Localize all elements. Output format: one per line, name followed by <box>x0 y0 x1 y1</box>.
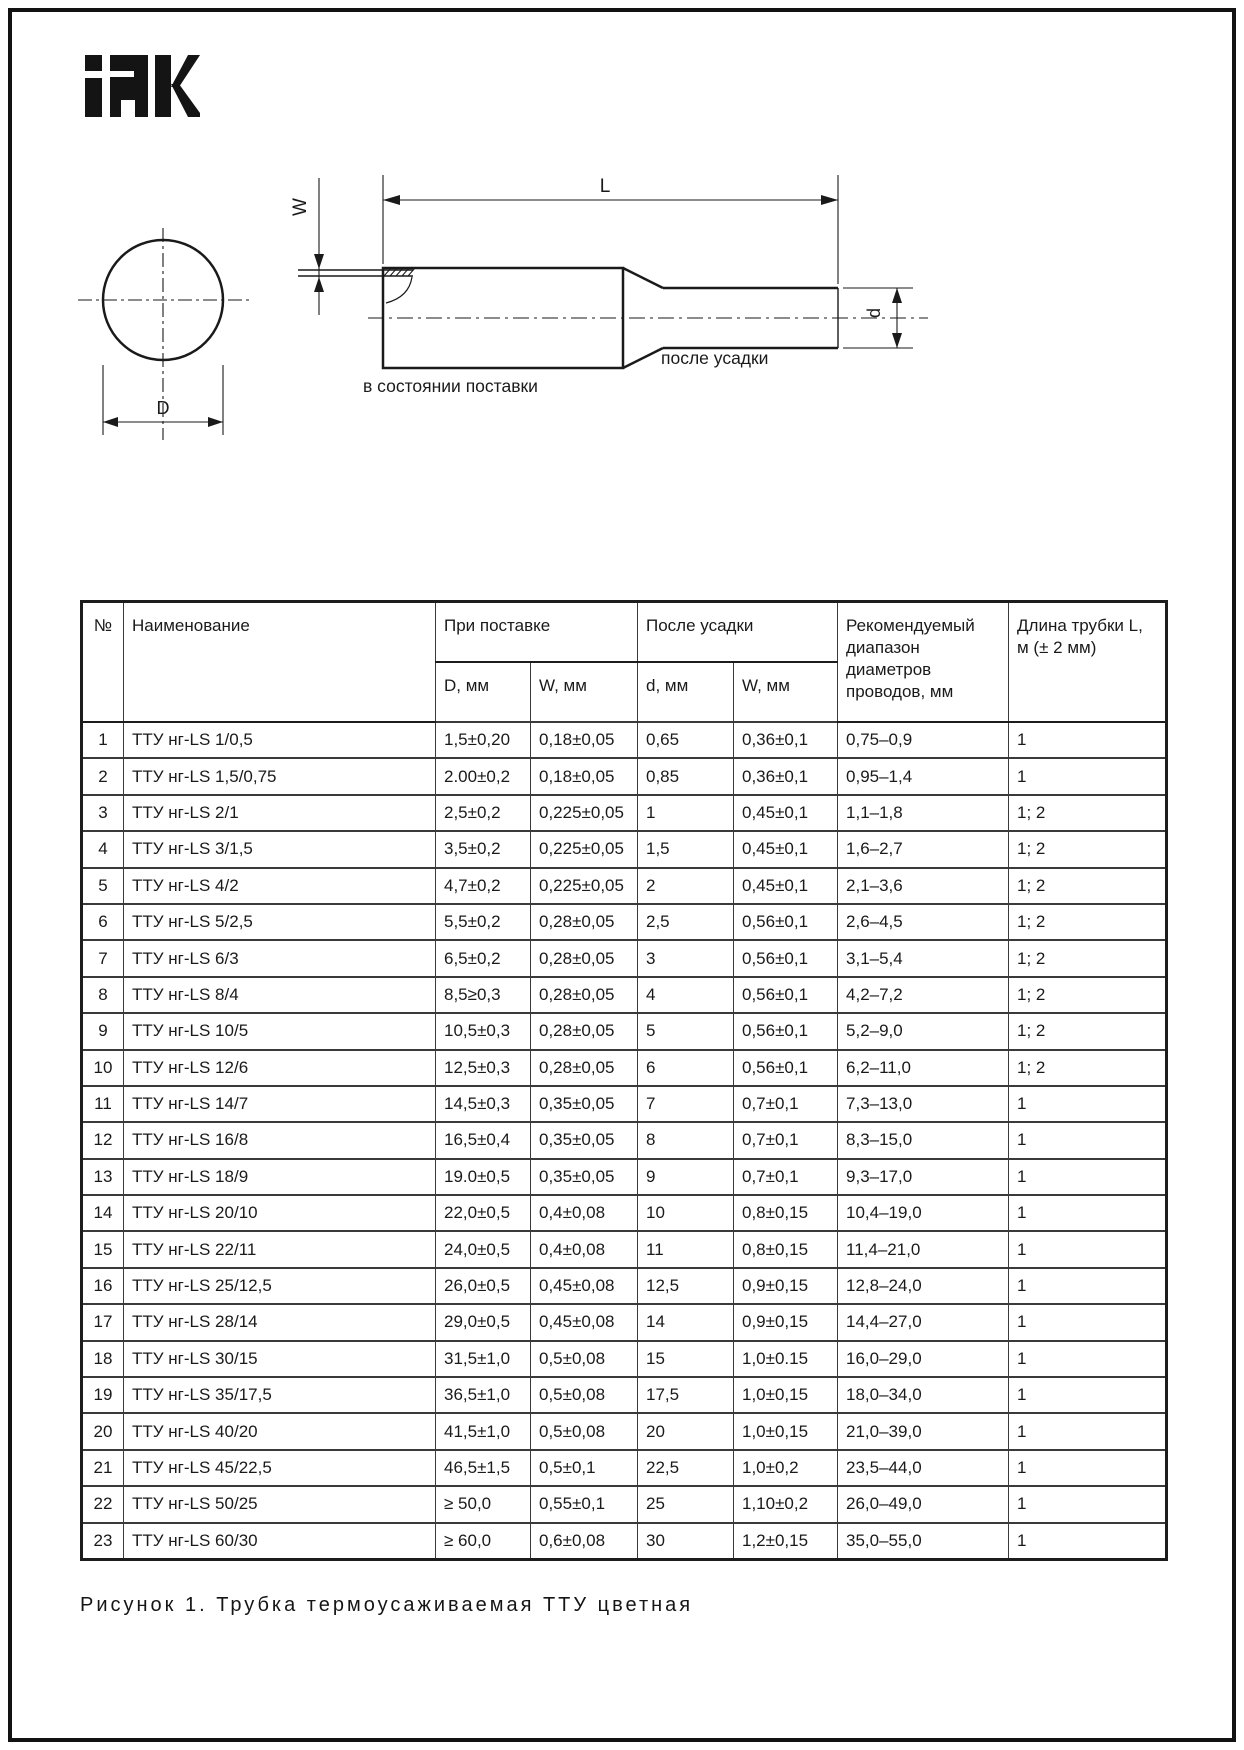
table-cell: 1 <box>1009 1195 1167 1231</box>
header-group-after: После усадки <box>638 602 838 663</box>
table-cell: ТТУ нг-LS 60/30 <box>124 1523 436 1560</box>
table-cell: 31,5±1,0 <box>436 1341 531 1377</box>
table-cell: ТТУ нг-LS 2/1 <box>124 795 436 831</box>
table-cell: ТТУ нг-LS 30/15 <box>124 1341 436 1377</box>
table-cell: 1,1–1,8 <box>838 795 1009 831</box>
dim-d-label: d <box>864 307 884 319</box>
table-row <box>82 1268 1167 1304</box>
table-cell: 0,5±0,1 <box>531 1450 638 1486</box>
row-number-cell: 3 <box>82 795 124 831</box>
row-number-cell: 4 <box>82 831 124 867</box>
table-cell: 0,65 <box>638 722 734 758</box>
table-cell: 7 <box>638 1086 734 1122</box>
table-cell: 0,5±0,08 <box>531 1341 638 1377</box>
table-cell: 24,0±0,5 <box>436 1231 531 1267</box>
table-cell: 0,36±0,1 <box>734 722 838 758</box>
table-cell: ТТУ нг-LS 8/4 <box>124 977 436 1013</box>
row-number-cell: 10 <box>82 1050 124 1086</box>
table-cell: 10,4–19,0 <box>838 1195 1009 1231</box>
table-cell: 18,0–34,0 <box>838 1377 1009 1413</box>
table-row <box>82 1523 1167 1560</box>
row-number-cell: 6 <box>82 904 124 940</box>
row-number-cell: 11 <box>82 1086 124 1122</box>
tubing-diagram <box>60 150 940 470</box>
table-cell: 1 <box>1009 1159 1167 1195</box>
table-cell: 12,8–24,0 <box>838 1268 1009 1304</box>
table-cell: 29,0±0,5 <box>436 1304 531 1340</box>
table-cell: 26,0±0,5 <box>436 1268 531 1304</box>
table-cell: 0,35±0,05 <box>531 1086 638 1122</box>
table-cell: 0,28±0,05 <box>531 904 638 940</box>
table-cell: 16,0–29,0 <box>838 1341 1009 1377</box>
table-row <box>82 1304 1167 1340</box>
row-number-cell: 5 <box>82 868 124 904</box>
header-num: № <box>82 602 124 723</box>
table-cell: 9,3–17,0 <box>838 1159 1009 1195</box>
table-cell: ТТУ нг-LS 20/10 <box>124 1195 436 1231</box>
table-cell: 17,5 <box>638 1377 734 1413</box>
table-cell: 21,0–39,0 <box>838 1413 1009 1449</box>
table-cell: ТТУ нг-LS 25/12,5 <box>124 1268 436 1304</box>
table-cell: 4,7±0,2 <box>436 868 531 904</box>
table-cell: 15 <box>638 1341 734 1377</box>
table-cell: 1,5 <box>638 831 734 867</box>
table-cell: 0,45±0,08 <box>531 1268 638 1304</box>
row-number-cell: 15 <box>82 1231 124 1267</box>
table-cell: 0,56±0,1 <box>734 904 838 940</box>
table-cell: 0,5±0,08 <box>531 1413 638 1449</box>
table-cell: 0,45±0,1 <box>734 795 838 831</box>
table-cell: 4,2–7,2 <box>838 977 1009 1013</box>
table-row <box>82 1122 1167 1158</box>
table-cell: 8,5≥0,3 <box>436 977 531 1013</box>
dim-D-arrow-left <box>103 417 118 427</box>
logo-e-glyph <box>110 55 148 117</box>
table-cell: 0,7±0,1 <box>734 1086 838 1122</box>
header-range: Рекомендуемый диапазон диаметров проводов, мм <box>838 602 1009 723</box>
logo-i-stem <box>85 78 102 117</box>
header-d: d, мм <box>638 662 734 722</box>
table-cell: 0,56±0,1 <box>734 940 838 976</box>
table-cell: 1,0±0,15 <box>734 1377 838 1413</box>
table-cell: 1 <box>638 795 734 831</box>
table-cell: ТТУ нг-LS 50/25 <box>124 1486 436 1522</box>
table-cell: 2,6–4,5 <box>838 904 1009 940</box>
table-cell: 0,28±0,05 <box>531 1050 638 1086</box>
row-number-cell: 20 <box>82 1413 124 1449</box>
logo-i-dot <box>85 55 102 71</box>
table-cell: 0,4±0,08 <box>531 1231 638 1267</box>
table-cell: 0,5±0,08 <box>531 1377 638 1413</box>
table-cell: 0,56±0,1 <box>734 977 838 1013</box>
table-cell: 1,6–2,7 <box>838 831 1009 867</box>
table-cell: 0,28±0,05 <box>531 977 638 1013</box>
row-number-cell: 18 <box>82 1341 124 1377</box>
table-row <box>82 977 1167 1013</box>
table-cell: 0,45±0,08 <box>531 1304 638 1340</box>
dim-W-arrow-down <box>314 254 324 269</box>
table-cell: 19.0±0,5 <box>436 1159 531 1195</box>
table-cell: 1 <box>1009 1268 1167 1304</box>
table-cell: 1,0±0.15 <box>734 1341 838 1377</box>
table-cell: 1 <box>1009 1413 1167 1449</box>
table-cell: 2 <box>638 868 734 904</box>
table-cell: 1 <box>1009 1304 1167 1340</box>
table-cell: 1,2±0,15 <box>734 1523 838 1560</box>
table-cell: 4 <box>638 977 734 1013</box>
row-number-cell: 13 <box>82 1159 124 1195</box>
table-cell: ТТУ нг-LS 4/2 <box>124 868 436 904</box>
dim-d-arrow-bottom <box>892 333 902 348</box>
header-length: Длина трубки L, м (± 2 мм) <box>1009 602 1167 723</box>
table-row <box>82 1486 1167 1522</box>
table-cell: 0,8±0,15 <box>734 1231 838 1267</box>
row-number-cell: 9 <box>82 1013 124 1049</box>
table-cell: 1 <box>1009 1377 1167 1413</box>
table-cell: 22,0±0,5 <box>436 1195 531 1231</box>
table-cell: 35,0–55,0 <box>838 1523 1009 1560</box>
table-cell: 8 <box>638 1122 734 1158</box>
table-cell: 0,4±0,08 <box>531 1195 638 1231</box>
table-cell: 0,56±0,1 <box>734 1013 838 1049</box>
table-cell: 9 <box>638 1159 734 1195</box>
table-cell: ≥ 50,0 <box>436 1486 531 1522</box>
figure-caption: Рисунок 1. Трубка термоусаживаемая ТТУ цветная <box>80 1594 694 1616</box>
table-cell: 0,45±0,1 <box>734 831 838 867</box>
table-cell: 1; 2 <box>1009 795 1167 831</box>
row-number-cell: 17 <box>82 1304 124 1340</box>
table-cell: ТТУ нг-LS 16/8 <box>124 1122 436 1158</box>
table-cell: 0,225±0,05 <box>531 795 638 831</box>
table-cell: ТТУ нг-LS 14/7 <box>124 1086 436 1122</box>
table-row <box>82 940 1167 976</box>
table-cell: 1 <box>1009 1486 1167 1522</box>
dim-D-arrow-right <box>208 417 223 427</box>
table-cell: 0,6±0,08 <box>531 1523 638 1560</box>
iek-logo <box>85 55 200 117</box>
table-cell: 3 <box>638 940 734 976</box>
table-cell: 11 <box>638 1231 734 1267</box>
tube-taper-bottom <box>623 348 663 368</box>
table-cell: 1 <box>1009 1341 1167 1377</box>
table-row <box>82 831 1167 867</box>
table-cell: 41,5±1,0 <box>436 1413 531 1449</box>
table-cell: 0,7±0,1 <box>734 1122 838 1158</box>
table-row <box>82 758 1167 794</box>
table-cell: 14,5±0,3 <box>436 1086 531 1122</box>
table-cell: 20 <box>638 1413 734 1449</box>
row-number-cell: 2 <box>82 758 124 794</box>
table-cell: 0,18±0,05 <box>531 758 638 794</box>
table-cell: 0,225±0,05 <box>531 831 638 867</box>
table-cell: 0,85 <box>638 758 734 794</box>
table-cell: 0,56±0,1 <box>734 1050 838 1086</box>
dim-d-arrow-top <box>892 288 902 303</box>
dim-L-arrow-left <box>383 195 400 205</box>
table-cell: 26,0–49,0 <box>838 1486 1009 1522</box>
table-cell: 2,1–3,6 <box>838 868 1009 904</box>
table-cell: ТТУ нг-LS 18/9 <box>124 1159 436 1195</box>
table-cell: 0,7±0,1 <box>734 1159 838 1195</box>
table-cell: ≥ 60,0 <box>436 1523 531 1560</box>
table-cell: 0,225±0,05 <box>531 868 638 904</box>
table-cell: 1; 2 <box>1009 977 1167 1013</box>
table-cell: 1 <box>1009 1450 1167 1486</box>
table-cell: 6,2–11,0 <box>838 1050 1009 1086</box>
table-cell: ТТУ нг-LS 40/20 <box>124 1413 436 1449</box>
table-cell: ТТУ нг-LS 12/6 <box>124 1050 436 1086</box>
table-row <box>82 1231 1167 1267</box>
after-shrink-label: после усадки <box>661 348 769 368</box>
logo-k-glyph <box>155 55 200 117</box>
table-cell: 16,5±0,4 <box>436 1122 531 1158</box>
table-cell: 1,0±0,15 <box>734 1413 838 1449</box>
table-cell: 0,95–1,4 <box>838 758 1009 794</box>
row-number-cell: 12 <box>82 1122 124 1158</box>
table-cell: 14,4–27,0 <box>838 1304 1009 1340</box>
row-number-cell: 23 <box>82 1523 124 1560</box>
row-number-cell: 19 <box>82 1377 124 1413</box>
header-W1: W, мм <box>531 662 638 722</box>
header-D: D, мм <box>436 662 531 722</box>
table-cell: ТТУ нг-LS 3/1,5 <box>124 831 436 867</box>
table-row <box>82 1450 1167 1486</box>
row-number-cell: 14 <box>82 1195 124 1231</box>
dim-W-label: W <box>290 198 311 216</box>
table-row <box>82 1086 1167 1122</box>
table-cell: 0,55±0,1 <box>531 1486 638 1522</box>
table-cell: 0,35±0,05 <box>531 1159 638 1195</box>
table-cell: 5 <box>638 1013 734 1049</box>
table-cell: 2,5 <box>638 904 734 940</box>
table-cell: 0,28±0,05 <box>531 940 638 976</box>
table-cell: 1 <box>1009 1086 1167 1122</box>
table-cell: 1 <box>1009 758 1167 794</box>
table-cell: 1,5±0,20 <box>436 722 531 758</box>
table-cell: 1 <box>1009 1122 1167 1158</box>
table-cell: 5,5±0,2 <box>436 904 531 940</box>
table-cell: 36,5±1,0 <box>436 1377 531 1413</box>
table-cell: ТТУ нг-LS 1,5/0,75 <box>124 758 436 794</box>
table-cell: 1 <box>1009 1231 1167 1267</box>
row-number-cell: 22 <box>82 1486 124 1522</box>
table-cell: 0,8±0,15 <box>734 1195 838 1231</box>
header-group-delivery: При поставке <box>436 602 638 663</box>
table-cell: 0,9±0,15 <box>734 1304 838 1340</box>
table-cell: 1; 2 <box>1009 904 1167 940</box>
delivery-state-label: в состоянии поставки <box>363 376 538 396</box>
spec-table-header <box>82 602 1167 723</box>
table-cell: 1,0±0,2 <box>734 1450 838 1486</box>
table-cell: 3,5±0,2 <box>436 831 531 867</box>
table-cell: 5,2–9,0 <box>838 1013 1009 1049</box>
table-row <box>82 1050 1167 1086</box>
table-cell: 2,5±0,2 <box>436 795 531 831</box>
table-cell: 10,5±0,3 <box>436 1013 531 1049</box>
dim-L-label: L <box>599 176 611 197</box>
header-W2: W, мм <box>734 662 838 722</box>
dim-L-arrow-right <box>821 195 838 205</box>
table-cell: 12,5±0,3 <box>436 1050 531 1086</box>
spec-table <box>80 600 1168 1561</box>
row-number-cell: 1 <box>82 722 124 758</box>
table-cell: 7,3–13,0 <box>838 1086 1009 1122</box>
table-cell: ТТУ нг-LS 45/22,5 <box>124 1450 436 1486</box>
table-cell: 1 <box>1009 1523 1167 1560</box>
table-cell: ТТУ нг-LS 5/2,5 <box>124 904 436 940</box>
row-number-cell: 16 <box>82 1268 124 1304</box>
table-cell: 30 <box>638 1523 734 1560</box>
table-cell: 0,35±0,05 <box>531 1122 638 1158</box>
table-row <box>82 722 1167 758</box>
table-cell: 46,5±1,5 <box>436 1450 531 1486</box>
table-cell: 0,28±0,05 <box>531 1013 638 1049</box>
table-cell: 1; 2 <box>1009 831 1167 867</box>
table-cell: 1; 2 <box>1009 1013 1167 1049</box>
wall-break-curve <box>386 277 412 303</box>
dim-W-arrow-up <box>314 277 324 292</box>
spec-table-body <box>82 722 1167 1559</box>
table-cell: ТТУ нг-LS 35/17,5 <box>124 1377 436 1413</box>
table-row <box>82 1341 1167 1377</box>
table-cell: 14 <box>638 1304 734 1340</box>
table-cell: 0,9±0,15 <box>734 1268 838 1304</box>
table-cell: 1,10±0,2 <box>734 1486 838 1522</box>
table-cell: 1 <box>1009 722 1167 758</box>
header-name: Наименование <box>124 602 436 723</box>
table-row <box>82 1377 1167 1413</box>
table-cell: 8,3–15,0 <box>838 1122 1009 1158</box>
table-cell: 25 <box>638 1486 734 1522</box>
table-row <box>82 795 1167 831</box>
table-cell: 1; 2 <box>1009 940 1167 976</box>
table-row <box>82 868 1167 904</box>
table-cell: 1; 2 <box>1009 1050 1167 1086</box>
table-cell: 2.00±0,2 <box>436 758 531 794</box>
tube-taper-top <box>623 268 663 288</box>
table-cell: 10 <box>638 1195 734 1231</box>
table-cell: 6,5±0,2 <box>436 940 531 976</box>
table-row <box>82 1413 1167 1449</box>
table-cell: 1; 2 <box>1009 868 1167 904</box>
table-cell: 22,5 <box>638 1450 734 1486</box>
table-cell: 3,1–5,4 <box>838 940 1009 976</box>
row-number-cell: 7 <box>82 940 124 976</box>
row-number-cell: 8 <box>82 977 124 1013</box>
table-cell: 11,4–21,0 <box>838 1231 1009 1267</box>
table-cell: ТТУ нг-LS 28/14 <box>124 1304 436 1340</box>
table-row <box>82 1195 1167 1231</box>
dim-D-label: D <box>156 398 170 418</box>
iek-logo-glyphs <box>85 55 200 117</box>
row-number-cell: 21 <box>82 1450 124 1486</box>
table-cell: 6 <box>638 1050 734 1086</box>
table-cell: 0,36±0,1 <box>734 758 838 794</box>
table-cell: ТТУ нг-LS 10/5 <box>124 1013 436 1049</box>
table-cell: 23,5–44,0 <box>838 1450 1009 1486</box>
table-cell: ТТУ нг-LS 22/11 <box>124 1231 436 1267</box>
table-cell: ТТУ нг-LS 1/0,5 <box>124 722 436 758</box>
table-row <box>82 904 1167 940</box>
table-row <box>82 1159 1167 1195</box>
table-row <box>82 1013 1167 1049</box>
table-cell: 0,45±0,1 <box>734 868 838 904</box>
table-cell: 0,18±0,05 <box>531 722 638 758</box>
table-cell: 0,75–0,9 <box>838 722 1009 758</box>
table-cell: ТТУ нг-LS 6/3 <box>124 940 436 976</box>
table-cell: 12,5 <box>638 1268 734 1304</box>
